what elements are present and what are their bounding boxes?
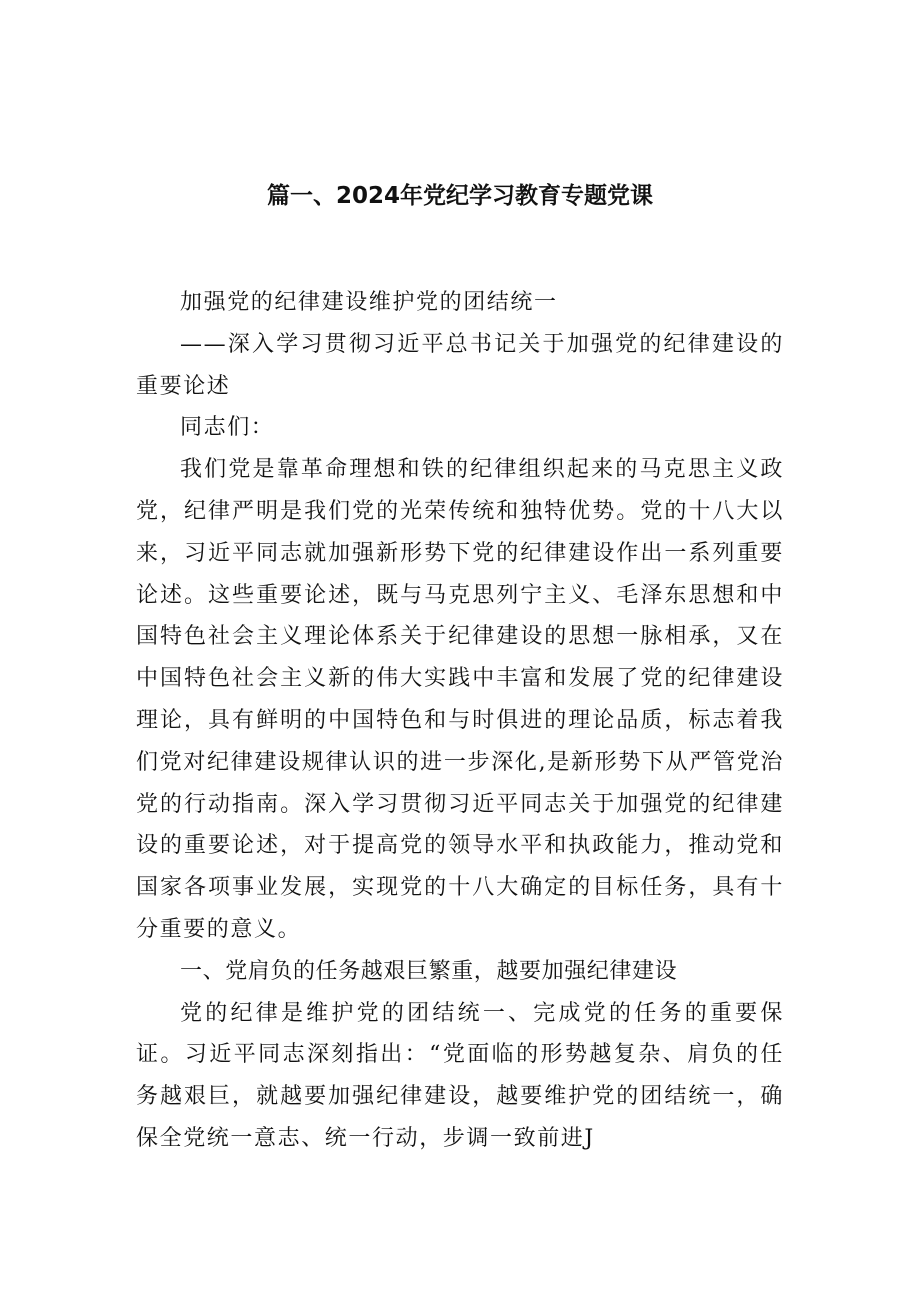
paragraph-2: 党的纪律是维护党的团结统一、完成党的任务的重要保证。习近平同志深刻指出：“党面临的形势越复杂、肩负的任务越艰巨，就越要加强纪律建设，越要维护党的团结统一，确保全党统一意志、统一行动，步调一致前进J bbox=[136, 1000, 784, 1151]
lecture-title: 加强党的纪律建设维护党的团结统一 bbox=[180, 290, 558, 315]
section-1-heading: 一、党肩负的任务越艰巨繁重，越要加强纪律建设 bbox=[180, 958, 678, 984]
lecture-subtitle: ——深入学习贯彻习近平总书记关于加强党的纪律建设的重要论述 bbox=[136, 331, 784, 399]
salutation: 同志们： bbox=[180, 415, 275, 441]
document-body bbox=[136, 282, 784, 1160]
document-title: 篇一、2024年党纪学习教育专题党课 bbox=[266, 183, 653, 209]
paragraph-1: 我们党是靠革命理想和铁的纪律组织起来的马克思主义政党，纪律严明是我们党的光荣传统和独特优势。党的十八大以来，习近平同志就加强新形势下党的纪律建设作出一系列重要论述。这些重要论述，既与马克思列宁主义、毛泽东思想和中国特色社会主义理论体系关于纪律建设的思想一脉相承，又在中国特色社会主义新的伟大实践中丰富和发展了党的纪律建设理论，具有鲜明的中国特色和与时俱进的理论品质，标志着我们党对纪律建设规律认识的进一步深化,是新形势下从严管党治党的行动指南。深入学习贯彻习近平同志关于加强党的纪律建设的重要论述，对于提高党的领导水平和执政能力，推动党和国家各项事业发展，实现党的十八大确定的目标任务，具有十分重要的意义。 bbox=[136, 457, 784, 942]
